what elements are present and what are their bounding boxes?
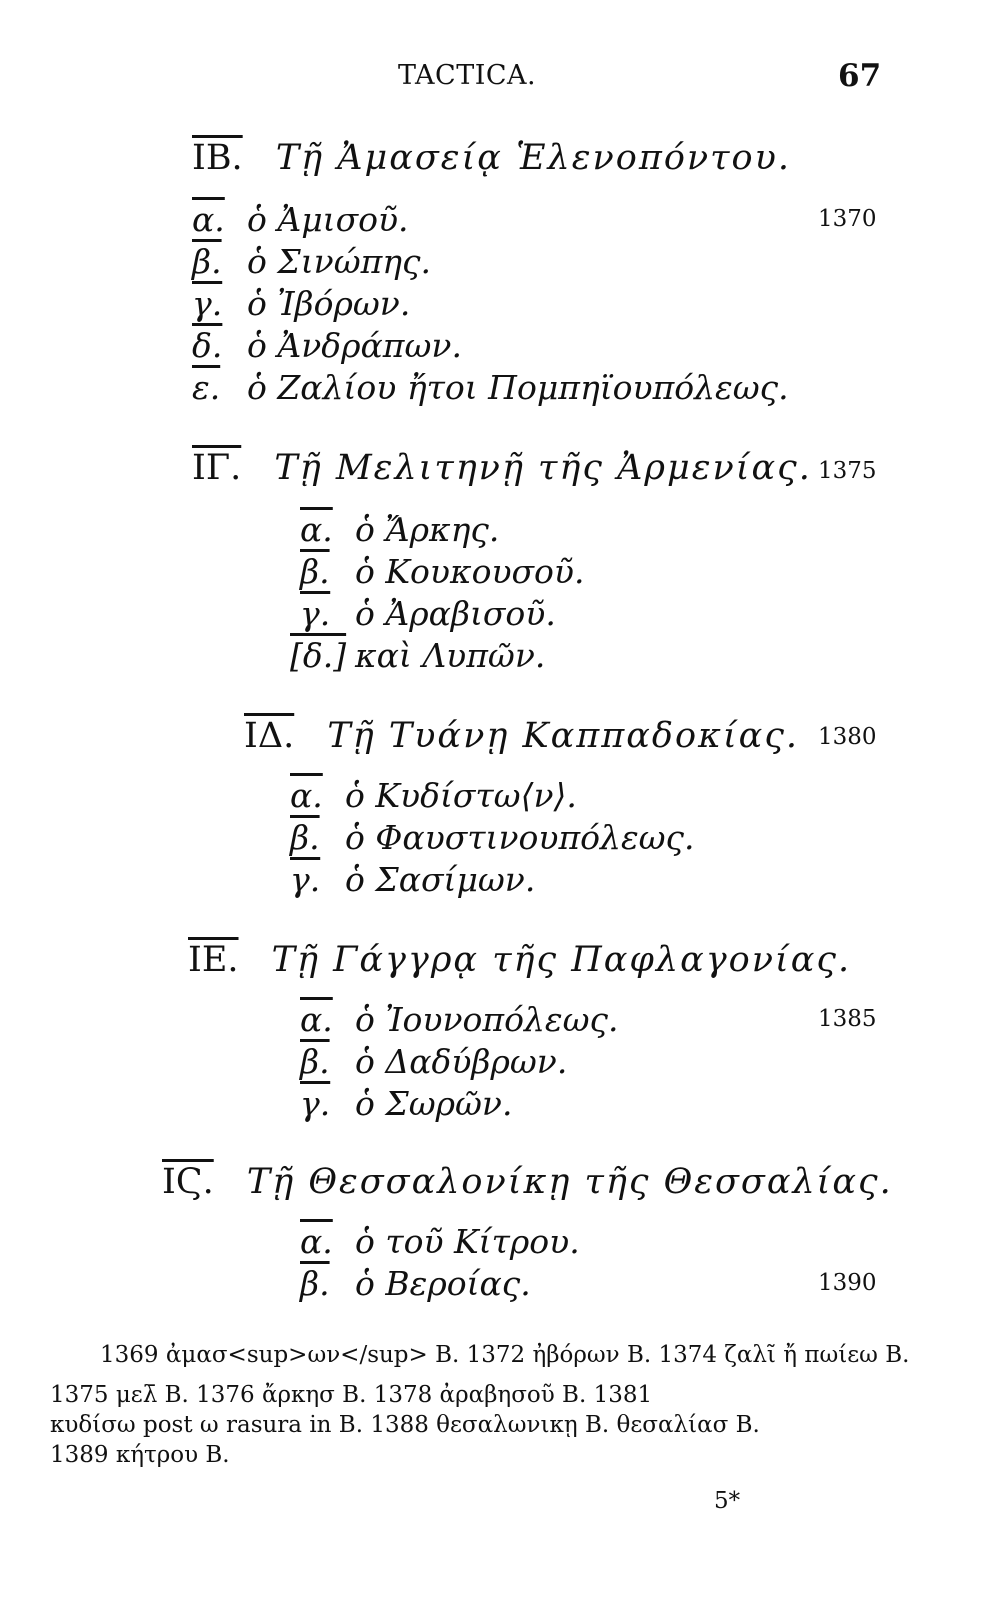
- list-item: [192, 242, 431, 281]
- section-title: Τῇ Τυάνῃ Καππαδοκίας.: [327, 716, 800, 756]
- footnote-line: 1369 ἀμασ<sup>ων</sup> B. 1372 ἠβόρων B. 1374 ζαλῖ ἤ πωίεω B.: [100, 1342, 910, 1368]
- item-text: ὁ Φαυστινουπόλεως.: [345, 818, 695, 857]
- section-heading: [192, 138, 791, 178]
- item-text: ὁ Ἀμισοῦ.: [247, 200, 409, 239]
- item-number: α.: [290, 776, 323, 815]
- item-number: β.: [192, 242, 222, 281]
- list-item: [300, 594, 556, 633]
- item-number: γ.: [290, 860, 321, 899]
- section-title: Τῇ Μελιτηνῇ τῆς Ἀρμενίας.: [274, 448, 812, 488]
- section-heading: [162, 1162, 893, 1202]
- section-title: Τῇ Γάγγρᾳ τῆς Παφλαγονίας.: [271, 940, 852, 980]
- running-title: TACTICA.: [398, 60, 537, 91]
- section-number: ΙΒ.: [192, 138, 243, 178]
- item-text: ὁ Κουκουσοῦ.: [355, 552, 585, 591]
- section-title: Τῇ Θεσσαλονίκῃ τῆς Θεσσαλίας.: [246, 1162, 893, 1202]
- section-title: Τῇ Ἀμασείᾳ Ἑλενοπόντου.: [275, 138, 792, 178]
- item-number: γ.: [300, 1084, 331, 1123]
- section-number: ΙΕ.: [188, 940, 239, 980]
- list-item: [192, 284, 410, 323]
- item-text: καὶ Λυπῶν.: [355, 636, 546, 675]
- list-item: [300, 1264, 531, 1303]
- list-item: [192, 200, 409, 239]
- footnote-line: κυδίσω post ω rasura in B. 1388 θεσαλωνικῃ B. θεσαλίασ B.: [50, 1412, 760, 1438]
- list-item: [300, 510, 499, 549]
- item-number: δ.: [192, 326, 223, 365]
- item-number: γ.: [192, 284, 223, 323]
- item-text: ὁ Σινώπης.: [247, 242, 432, 281]
- page-number: 67: [838, 58, 882, 94]
- item-number: β.: [300, 1042, 330, 1081]
- footnote-line: 1375 μελ̄ B. 1376 ἄρκησ B. 1378 ἀραβησοῦ B. 1381: [50, 1382, 653, 1408]
- item-text: ὁ Δαδύβρων.: [355, 1042, 568, 1081]
- list-item: [300, 552, 584, 591]
- section-heading: [188, 940, 851, 980]
- line-number: 1370: [818, 206, 877, 232]
- item-text: ὁ Ἄρκης.: [355, 510, 500, 549]
- footnote-line: 1389 κήτρου B.: [50, 1442, 230, 1468]
- item-text: ὁ Ἰουνοπόλεως.: [355, 1000, 619, 1039]
- line-number: 1385: [818, 1006, 877, 1032]
- list-item: [300, 1222, 580, 1261]
- item-number: α.: [300, 1222, 333, 1261]
- item-text: ὁ Σασίμων.: [345, 860, 536, 899]
- section-number: ΙΔ.: [244, 716, 295, 756]
- section-number: ΙϚ.: [162, 1162, 214, 1202]
- item-number: α.: [192, 200, 225, 239]
- line-number: 1375: [818, 458, 877, 484]
- line-number: 1390: [818, 1270, 877, 1296]
- item-number: γ.: [300, 594, 331, 633]
- item-number: β.: [290, 818, 320, 857]
- section-number: ΙΓ.: [192, 448, 242, 488]
- item-text: ὁ Σωρῶν.: [355, 1084, 513, 1123]
- item-text: ὁ Ζαλίου ἤτοι Πομπηϊουπόλεως.: [247, 368, 789, 407]
- item-text: ὁ τοῦ Κίτρου.: [355, 1222, 580, 1261]
- list-item: [300, 1042, 567, 1081]
- list-item: [290, 776, 577, 815]
- item-text: ὁ Βεροίας.: [355, 1264, 531, 1303]
- item-number: β.: [300, 1264, 330, 1303]
- list-item: [290, 818, 695, 857]
- signature-mark: 5*: [714, 1488, 741, 1514]
- item-text: ὁ Ἰβόρων.: [247, 284, 411, 323]
- list-item: [192, 326, 462, 365]
- list-item: [300, 1084, 512, 1123]
- line-number: 1380: [818, 724, 877, 750]
- item-number: α.: [300, 1000, 333, 1039]
- item-number: α.: [300, 510, 333, 549]
- section-heading: [192, 448, 812, 488]
- item-number: β.: [300, 552, 330, 591]
- item-text: ὁ Ἀραβισοῦ.: [355, 594, 556, 633]
- list-item: [192, 368, 789, 407]
- list-item: [290, 636, 545, 675]
- list-item: [290, 860, 535, 899]
- list-item: [300, 1000, 618, 1039]
- item-number: [δ.]: [290, 636, 347, 675]
- item-text: ὁ Κυδίστω⟨ν⟩.: [345, 776, 577, 815]
- section-heading: [244, 716, 799, 756]
- item-number: ε.: [192, 368, 221, 407]
- item-text: ὁ Ἀνδράπων.: [247, 326, 462, 365]
